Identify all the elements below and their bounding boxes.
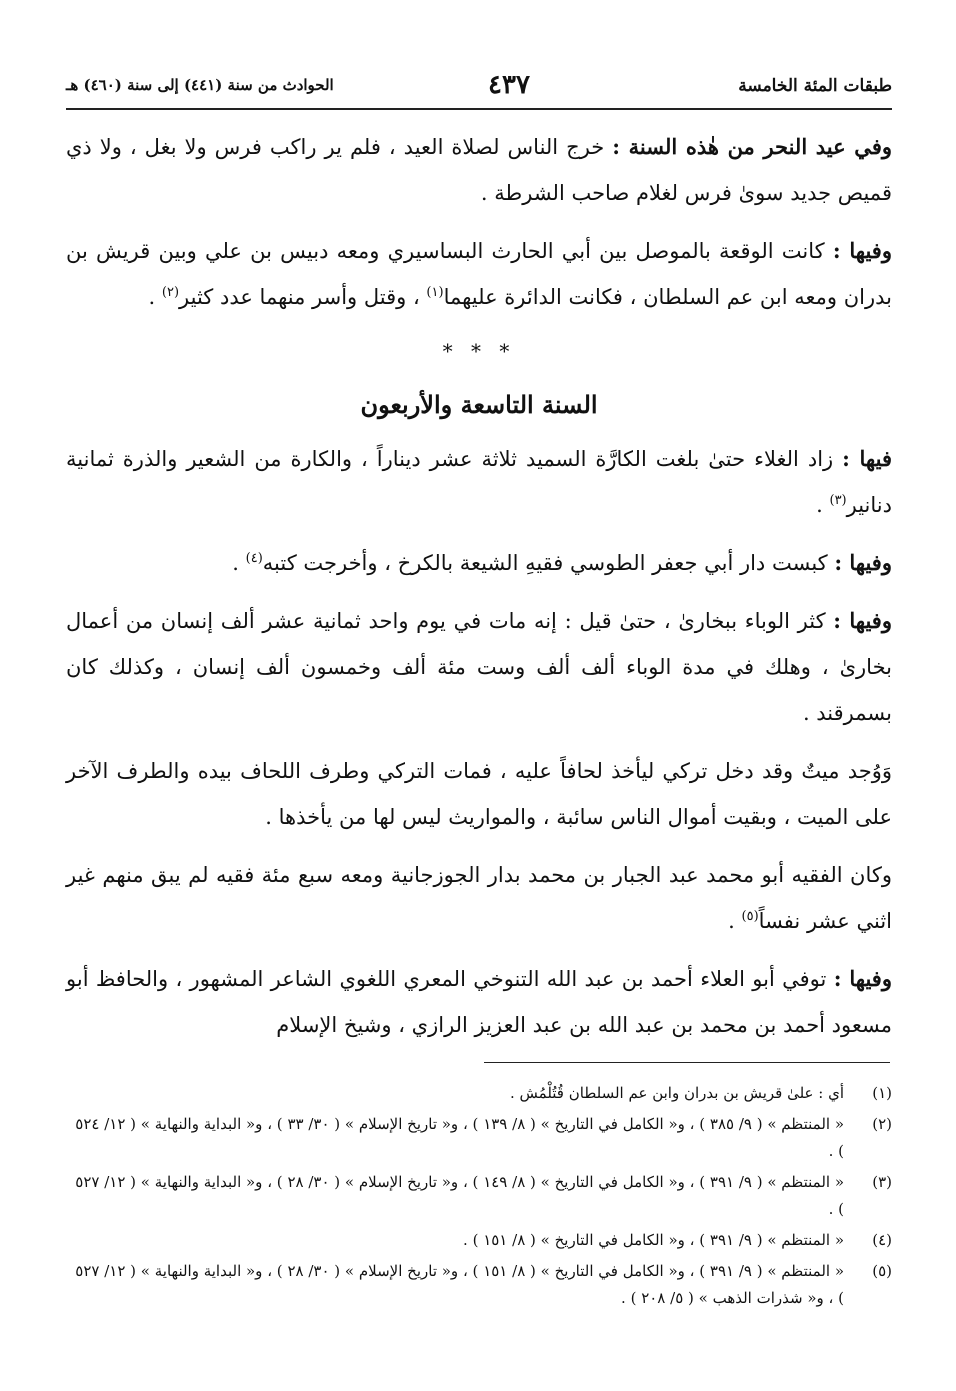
footnote-ref[interactable]: (٢) xyxy=(161,285,180,300)
footnote-number: (٤) xyxy=(872,1231,892,1249)
paragraph-mosul-battle xyxy=(66,228,892,320)
paragraph-high-prices xyxy=(66,436,892,528)
paragraph-bukhara-plague xyxy=(66,598,892,736)
footnote-ref[interactable]: (٣) xyxy=(829,493,847,508)
paragraph-faqih-jurjaniyya xyxy=(66,852,892,944)
paragraph-body: وَوُجد ميتٌ وقد دخل تركي ليأخذ لحافاً عليه ، فمات التركي وطرف اللحاف بيده والطرف الآخر على الميت ، وبقيت أموال الناس سائبة ، والمواريث ليس لها من يأخذها . xyxy=(66,759,892,829)
footnote-number: (١) xyxy=(872,1084,892,1102)
paragraph-dead-found xyxy=(66,748,892,840)
paragraph-body: وكان الفقيه أبو محمد عبد الجبار بن محمد بدار الجوزجانية ومعه سبع مئة فقيه لم يبق منهم غير اثني عشر نفساً xyxy=(66,863,892,933)
footnote-ref[interactable]: (١) xyxy=(426,285,444,300)
paragraph-lead: وفي عيد النحر من هٰذه السنة : xyxy=(612,134,892,159)
paragraph-lead: وفيها : xyxy=(833,966,892,991)
header-book-title: طبقات المئة الخامسة xyxy=(738,76,892,96)
running-header xyxy=(66,72,892,102)
footnote-number: (٢) xyxy=(872,1115,892,1133)
footnote-item xyxy=(66,1080,892,1107)
paragraph-lead: وفيها : xyxy=(832,238,892,263)
footnote-item xyxy=(66,1169,892,1223)
footnote-text: « المنتظم » ( ٩/ ٣٩١ ) ، و« الكامل في التاريخ » ( ٨/ ١٥١ ) . xyxy=(463,1231,844,1249)
footnote-text: « المنتظم » ( ٩/ ٣٩١ ) ، و« الكامل في التاريخ » ( ٨/ ١٥١ ) ، و« تاريخ الإسلام » ( ٣٠/ ٢٨ ) ، و« البداية والنهاية » ( ١٢/ ٥٢٧ ) ، و« شذرات الذهب » ( ٥/ ٢٠٨ ) . xyxy=(75,1262,844,1307)
page-number: ٤٣٧ xyxy=(488,70,530,100)
footnote-item xyxy=(66,1227,892,1254)
paragraph-body: . xyxy=(816,493,830,517)
section-separator: * * * xyxy=(442,339,516,363)
main-text xyxy=(66,124,892,1060)
paragraph-lead: وفيها : xyxy=(834,550,892,575)
paragraph-lead: وفيها : xyxy=(833,608,892,633)
paragraph-body: . xyxy=(232,551,246,575)
footnote-text: أي : علىٰ قريش بن بدران وابن عم السلطان قُتُلْمُش . xyxy=(509,1084,844,1102)
paragraph-deaths xyxy=(66,956,892,1048)
paragraph-body: زاد الغلاء حتىٰ بلغت الكارَّة السميد ثلاثة عشر ديناراً ، والكارة من الشعير والذرة ثمانية دنانير xyxy=(66,447,892,517)
footnote-ref[interactable]: (٤) xyxy=(245,551,263,566)
section-title: السنة التاسعة والأربعون xyxy=(360,390,598,419)
footnote-text: « المنتظم » ( ٩/ ٣٩١ ) ، و« الكامل في التاريخ » ( ٨/ ١٤٩ ) ، و« تاريخ الإسلام » ( ٣٠/ ٢٨ ) ، و« البداية والنهاية » ( ١٢/ ٥٢٧ ) . xyxy=(75,1173,844,1218)
footnote-number: (٥) xyxy=(872,1262,892,1280)
paragraph-body: . xyxy=(148,285,162,309)
paragraph-body: ، وقتل وأسر منهما عدد كثير xyxy=(179,285,427,309)
footnotes xyxy=(66,1080,892,1316)
paragraph-tusi-house xyxy=(66,540,892,586)
footnote-item xyxy=(66,1258,892,1312)
paragraph-body: كانت الوقعة بالموصل بين أبي الحارث البساسيري ومعه دبيس بن علي وبين قريش بن بدران ومعه ابن عم السلطان ، فكانت الدائرة عليهما xyxy=(66,239,892,309)
footnote-number: (٣) xyxy=(872,1173,892,1191)
footnote-item xyxy=(66,1111,892,1165)
paragraph-lead: فيها : xyxy=(842,446,892,471)
paragraph-body: كثر الوباء ببخارىٰ ، حتىٰ قيل : إنه مات في يوم واحد ثمانية عشر ألف إنسان من أعمال بخارىٰ ، وهلك في مدة الوباء ألف ألف وست مئة ألف وخمسون ألف إنسان ، وكذلك كان بسمرقند . xyxy=(66,609,892,725)
paragraph-body: توفي أبو العلاء أحمد بن عبد الله التنوخي المعري اللغوي الشاعر المشهور ، والحافظ أبو مسعود أحمد بن محمد بن عبد الله بن عبد العزيز الرازي ، وشيخ الإسلام xyxy=(66,967,892,1037)
paragraph-body: . xyxy=(728,909,742,933)
paragraph-eid-al-nahr xyxy=(66,124,892,216)
footnote-divider xyxy=(484,1062,890,1063)
paragraph-body: خرج الناس لصلاة العيد ، فلم ير راكب فرس ولا بغل ، ولا ذي قميص جديد سوىٰ فرس لغلام صاحب الشرطة . xyxy=(66,135,892,205)
footnote-text: « المنتظم » ( ٩/ ٣٨٥ ) ، و« الكامل في التاريخ » ( ٨/ ١٣٩ ) ، و« تاريخ الإسلام » ( ٣٠/ ٣٣ ) ، و« البداية والنهاية » ( ١٢/ ٥٢٤ ) . xyxy=(75,1115,844,1160)
header-chapter-title: الحوادث من سنة (٤٤١) إلى سنة (٤٦٠) هـ xyxy=(66,76,334,94)
footnote-ref[interactable]: (٥) xyxy=(741,909,759,924)
header-divider xyxy=(66,108,892,110)
paragraph-body: كبست دار أبي جعفر الطوسي فقيهِ الشيعة بالكرخ ، وأخرجت كتبه xyxy=(262,551,835,575)
